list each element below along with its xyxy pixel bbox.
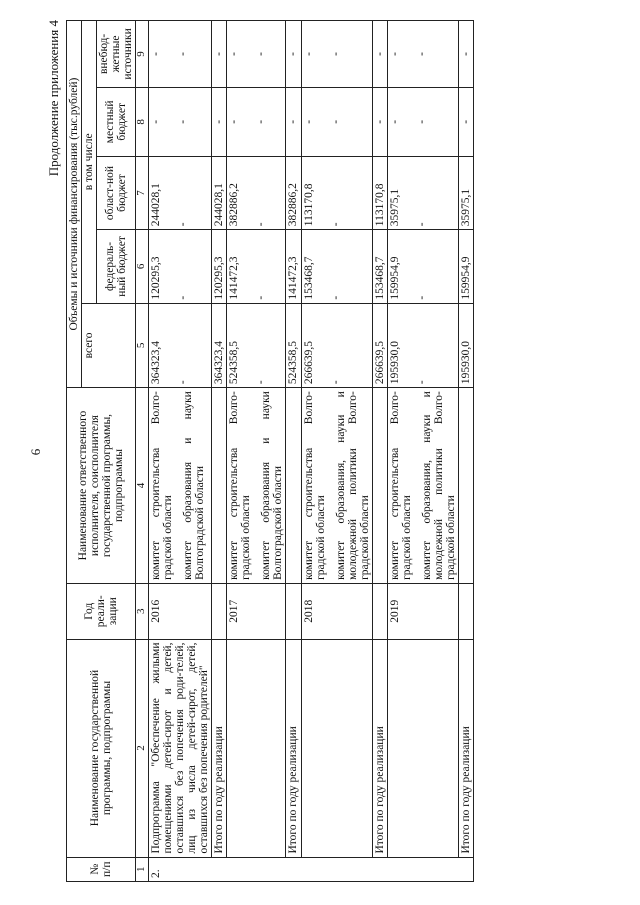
executor-name: комитет строительства Волго-градской области: [228, 391, 253, 580]
value: -: [329, 222, 342, 227]
regional-cell: [387, 156, 458, 229]
subtotal-total: 524358,5: [286, 303, 301, 388]
column-number: 7: [136, 156, 149, 229]
table-row: [148, 21, 211, 882]
value: -: [415, 380, 428, 385]
value: -: [415, 222, 428, 227]
table-row: [387, 21, 458, 882]
page-number: 6: [28, 448, 43, 456]
local-cell: [301, 87, 372, 156]
value: -: [415, 52, 428, 56]
subtotal-label: Итого по году реализации: [212, 639, 227, 857]
empty-cell: [301, 639, 372, 857]
value: 120295,3: [149, 256, 162, 300]
value: -: [255, 222, 268, 227]
value: -: [149, 119, 162, 124]
value: -: [255, 380, 268, 385]
header-program: Наименование государственной программы, подпрограммы: [67, 639, 136, 857]
empty-cell: [212, 388, 227, 584]
value: 35975,1: [388, 188, 401, 227]
regional-cell: [148, 156, 211, 229]
executor-cell: [387, 388, 458, 584]
subtotal-extra: -: [212, 21, 227, 88]
header-financing-group: Объемы и источники финансирования (тыс.рублей): [67, 21, 82, 388]
total-cell: [301, 303, 372, 388]
column-number-row: [136, 21, 149, 882]
subtotal-row: [459, 21, 474, 882]
local-cell: [148, 87, 211, 156]
federal-cell: [301, 230, 372, 303]
federal-cell: [148, 230, 211, 303]
header-extra: внебюд-жетные источники: [97, 21, 136, 88]
regional-cell: [301, 156, 372, 229]
value: -: [228, 119, 241, 124]
value: 195930,0: [388, 341, 401, 385]
document-page: [26, 12, 616, 892]
empty-cell: [212, 583, 227, 639]
header-year: Год реали-зации: [67, 583, 136, 639]
executor-cell: [148, 388, 211, 584]
empty-cell: [286, 388, 301, 584]
extra-cell: [301, 21, 372, 88]
executor-name: комитет строительства Волго-градской области: [149, 391, 174, 580]
column-number: 2: [136, 639, 149, 857]
subtotal-regional: 35975,1: [459, 156, 474, 229]
local-cell: [227, 87, 286, 156]
executor-name: комитет образования, науки и молодежной политики Волго-градской области: [334, 391, 371, 580]
value: -: [415, 119, 428, 124]
extra-cell: [227, 21, 286, 88]
column-number: 1: [136, 857, 149, 881]
executor-name: комитет образования, науки и молодежной политики Волго-градской области: [421, 391, 458, 580]
header-no: № п/п: [67, 857, 136, 881]
value: -: [255, 52, 268, 56]
regional-cell: [227, 156, 286, 229]
subtotal-total: 266639,5: [372, 303, 387, 388]
value: -: [415, 295, 428, 300]
total-cell: [148, 303, 211, 388]
table-row: [301, 21, 372, 882]
federal-cell: [387, 230, 458, 303]
value: -: [329, 119, 342, 124]
year-cell: 2018: [301, 583, 372, 639]
empty-cell: [286, 583, 301, 639]
subtotal-row: [286, 21, 301, 882]
header-including: в том числе: [82, 21, 97, 304]
executor-name: комитет образования и науки Волгоградской области: [260, 391, 285, 580]
subtotal-local: -: [212, 87, 227, 156]
value: -: [228, 52, 241, 56]
subtotal-local: -: [459, 87, 474, 156]
value: 113170,8: [302, 183, 315, 227]
subtotal-regional: 113170,8: [372, 156, 387, 229]
executor-cell: [301, 388, 372, 584]
subtotal-extra: -: [372, 21, 387, 88]
subtotal-local: -: [372, 87, 387, 156]
executor-cell: [227, 388, 286, 584]
header-federal: федераль-ный бюджет: [97, 230, 136, 303]
subtotal-extra: -: [459, 21, 474, 88]
value: 244028,1: [149, 183, 162, 227]
federal-cell: [227, 230, 286, 303]
empty-cell: [372, 388, 387, 584]
subtotal-extra: -: [286, 21, 301, 88]
value: -: [149, 52, 162, 56]
value: -: [255, 295, 268, 300]
header-executor: Наименование ответственного исполнителя, соисполнителя государственной программы, подпрограммы: [67, 388, 136, 584]
financing-table-wrapper: [66, 20, 474, 882]
subtotal-federal: 120295,3: [212, 230, 227, 303]
year-cell: 2017: [227, 583, 286, 639]
subtotal-local: -: [286, 87, 301, 156]
column-number: 3: [136, 583, 149, 639]
header-total: всего: [82, 303, 136, 388]
value: -: [176, 295, 189, 300]
empty-cell: [459, 388, 474, 584]
subtotal-label: Итого по году реализации: [459, 639, 474, 857]
column-number: 9: [136, 21, 149, 88]
value: 364323,4: [149, 341, 162, 385]
value: 141472,3: [228, 256, 241, 300]
value: 524358,5: [228, 341, 241, 385]
value: -: [388, 119, 401, 124]
subtotal-regional: 244028,1: [212, 156, 227, 229]
program-name: Подпрограмма "Обеспечение жилыми помещениями детей-сирот и детей, оставшихся без попечения роди-телей, лиц из числа детей-сирот, детей, оставшихся без попечения родителей": [148, 639, 211, 857]
header-regional: област-ной бюджет: [97, 156, 136, 229]
column-number: 5: [136, 303, 149, 388]
year-cell: 2019: [387, 583, 458, 639]
empty-cell: [227, 639, 286, 857]
empty-cell: [372, 583, 387, 639]
column-number: 4: [136, 388, 149, 584]
continuation-note: Продолжение приложения 4: [46, 20, 61, 177]
header-local: местный бюджет: [97, 87, 136, 156]
executor-name: комитет строительства Волго-градской области: [302, 391, 327, 580]
subtotal-federal: 159954,9: [459, 230, 474, 303]
subtotal-label: Итого по году реализации: [372, 639, 387, 857]
value: -: [302, 52, 315, 56]
value: -: [176, 380, 189, 385]
value: -: [388, 52, 401, 56]
value: 382886,2: [228, 183, 241, 227]
empty-cell: [387, 639, 458, 857]
value: 153468,7: [302, 256, 315, 300]
value: -: [329, 52, 342, 56]
column-number: 6: [136, 230, 149, 303]
value: -: [176, 52, 189, 56]
value: -: [176, 119, 189, 124]
value: 266639,5: [302, 341, 315, 385]
value: -: [176, 222, 189, 227]
subtotal-row: [372, 21, 387, 882]
value: -: [255, 119, 268, 124]
subtotal-regional: 382886,2: [286, 156, 301, 229]
total-cell: [227, 303, 286, 388]
row-number: 2.: [148, 857, 473, 881]
subtotal-row: [212, 21, 227, 882]
value: -: [329, 380, 342, 385]
value: 159954,9: [388, 256, 401, 300]
financing-table: [66, 20, 474, 882]
subtotal-total: 364323,4: [212, 303, 227, 388]
subtotal-label: Итого по году реализации: [286, 639, 301, 857]
total-cell: [387, 303, 458, 388]
table-row: [227, 21, 286, 882]
executor-name: комитет строительства Волго-градской области: [388, 391, 413, 580]
value: -: [302, 119, 315, 124]
year-cell: 2016: [148, 583, 211, 639]
empty-cell: [459, 583, 474, 639]
subtotal-federal: 141472,3: [286, 230, 301, 303]
value: -: [329, 295, 342, 300]
extra-cell: [148, 21, 211, 88]
executor-name: комитет образования и науки Волгоградской области: [181, 391, 207, 580]
column-number: 8: [136, 87, 149, 156]
subtotal-total: 195930,0: [459, 303, 474, 388]
local-cell: [387, 87, 458, 156]
extra-cell: [387, 21, 458, 88]
subtotal-federal: 153468,7: [372, 230, 387, 303]
